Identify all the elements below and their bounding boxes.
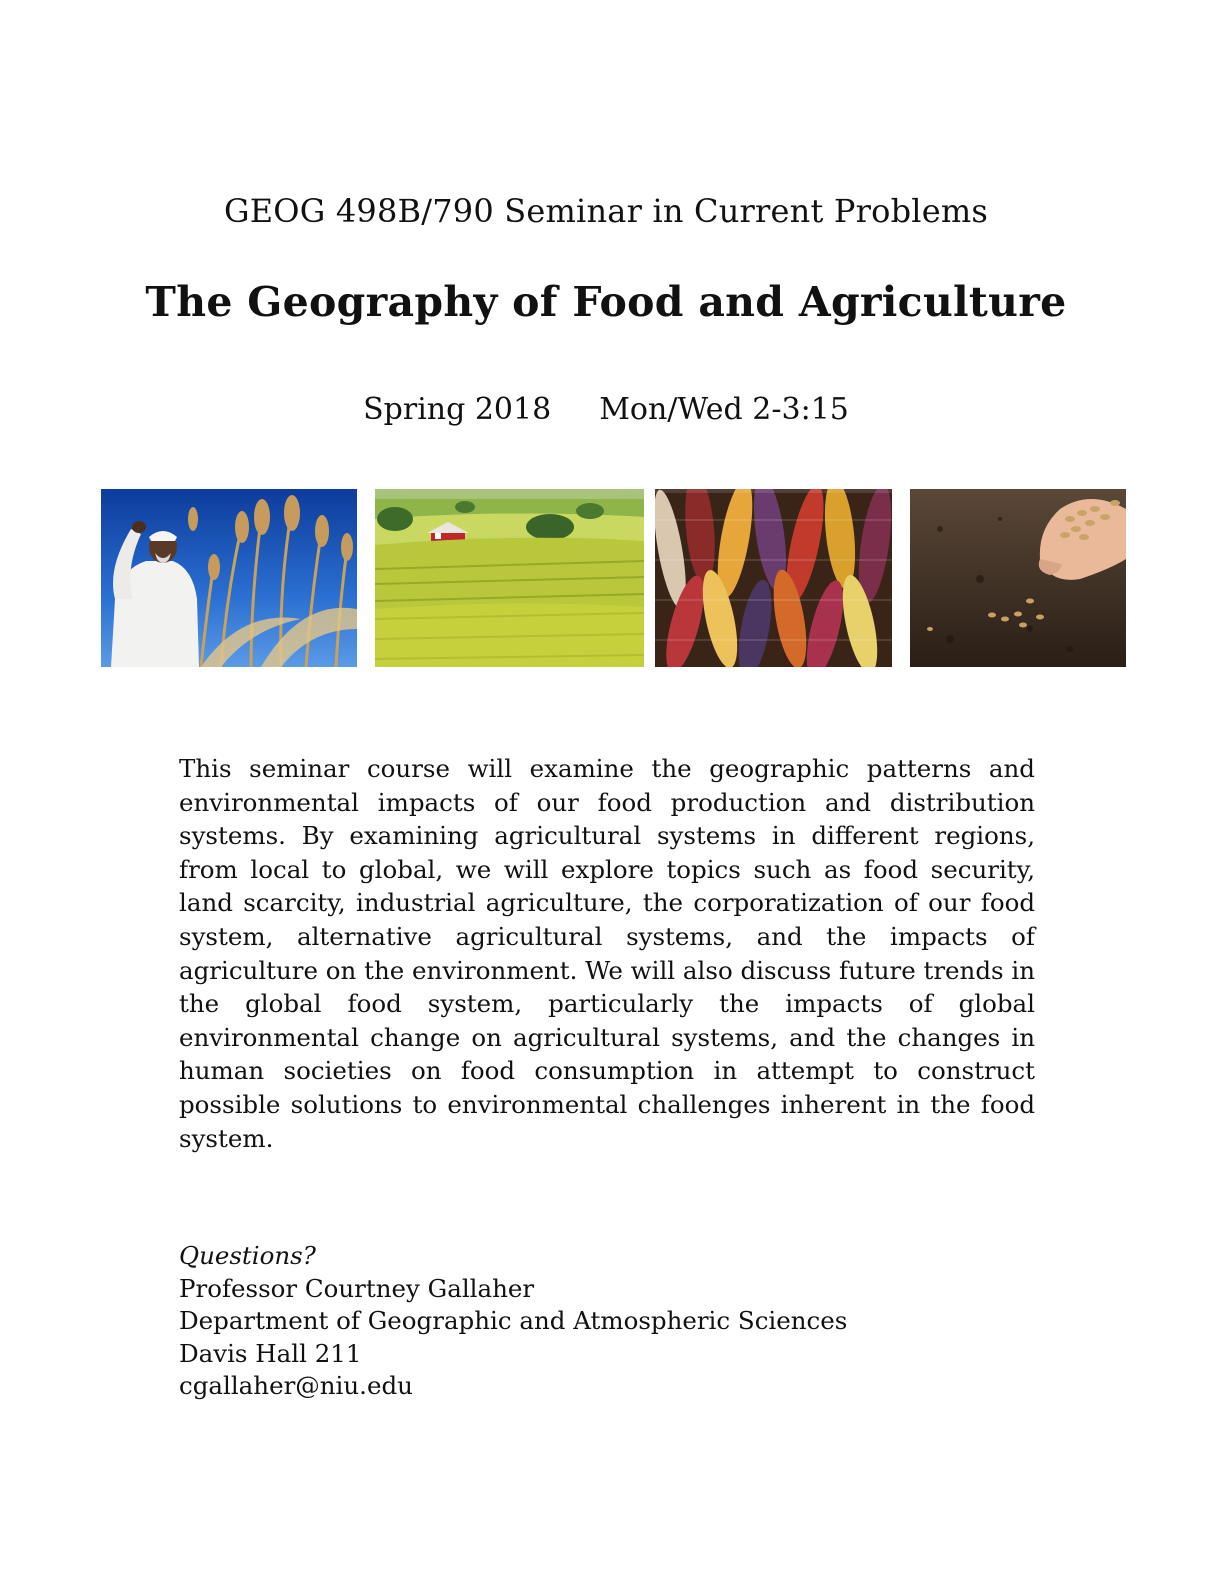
schedule [0,392,1212,427]
meeting-time: Mon/Wed 2-3:15 [599,392,849,427]
heirloom-corn-photo [655,489,892,667]
course-line: GEOG 498B/790 Seminar in Current Problems [223,192,989,230]
professor-name: Professor Courtney Gallaher [179,1273,535,1303]
questions-label: Questions? [179,1241,316,1270]
contact-block [179,1240,979,1403]
seeds-soil-photo [910,489,1126,667]
department-name: Department of Geographic and Atmospheric Sciences [179,1306,848,1335]
course-description: This seminar course will examine the geographic patterns and environmental impacts of our food production and distribution systems. By examining agricultural systems in different regions, from local to global, we will explore topics such as food security, land scarcity, industrial agriculture, the corporatization of our food system, alternative agricultural systems, and the impacts of agriculture on the environment. We will also discuss future trends in the global food system, particularly the impacts of global environmental change on agricultural systems, and the changes in human societies on food consumption in attempt to construct possible solutions to environmental challenges inherent in the food system. [179,754,1035,1153]
farmer-sorghum-photo [101,489,357,667]
contact-email[interactable]: cgallaher@niu.edu [179,1371,413,1400]
office-location: Davis Hall 211 [179,1338,362,1368]
term: Spring 2018 [363,392,552,427]
farm-field-barn-photo [375,489,644,667]
page-title: The Geography of Food and Agriculture [145,278,1067,326]
